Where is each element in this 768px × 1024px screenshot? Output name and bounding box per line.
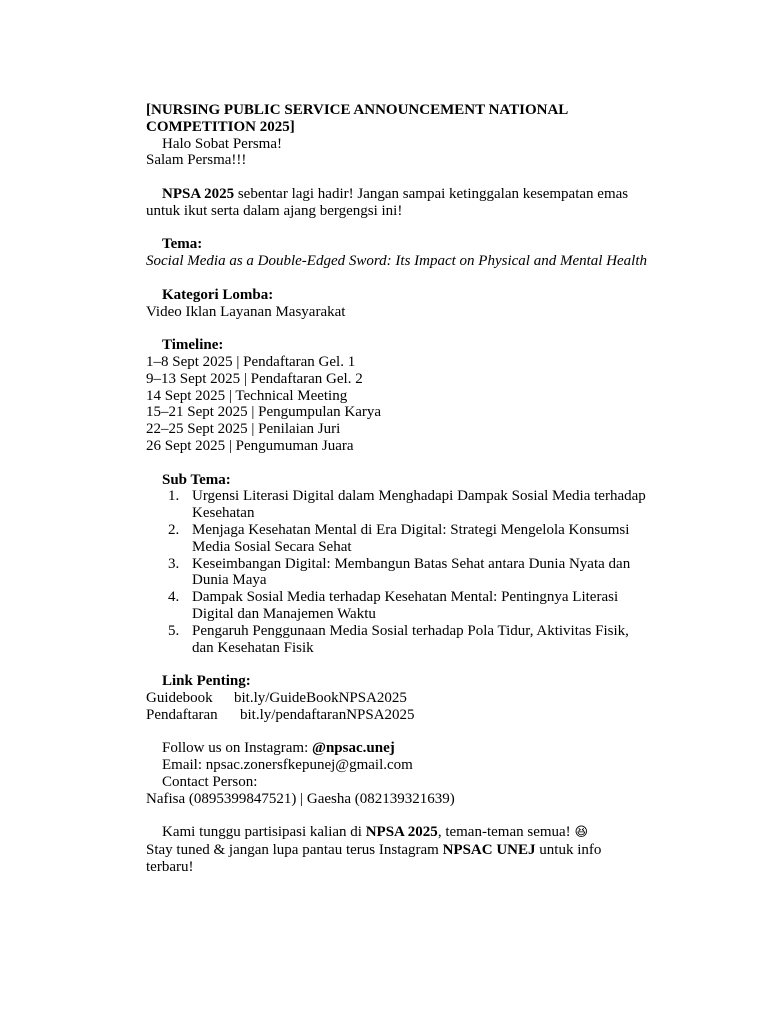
- pendaftaran-row: [146, 707, 651, 724]
- instagram-handle[interactable]: @npsac.unej: [312, 740, 395, 757]
- guidebook-link[interactable]: bit.ly/GuideBookNPSA2025: [234, 689, 407, 706]
- timeline-item: 9–13 Sept 2025 | Pendaftaran Gel. 2: [146, 370, 363, 387]
- document-title: [NURSING PUBLIC SERVICE ANNOUNCEMENT NATIONAL COMPETITION 2025]: [146, 102, 568, 135]
- guidebook-row: [146, 690, 651, 707]
- laughing-face-icon: 😆: [574, 825, 588, 841]
- timeline-label: Timeline:: [162, 337, 224, 354]
- contact-person-label: Contact Person:: [162, 773, 258, 790]
- tema-value: Social Media as a Double-Edged Sword: Its Impact on Physical and Mental Health: [146, 253, 648, 270]
- subtema-item-text: Keseimbangan Digital: Membangun Batas Sehat antara Dunia Nyata dan Dunia Maya: [192, 555, 631, 589]
- timeline-item: 1–8 Sept 2025 | Pendaftaran Gel. 1: [146, 353, 356, 370]
- closing-line-2: [146, 842, 651, 876]
- subtema-item-number: 1.: [168, 488, 180, 505]
- intro-paragraph: [146, 186, 651, 220]
- closing-part3: Stay tuned & jangan lupa pantau terus Instagram: [146, 842, 443, 859]
- intro-text: sebentar lagi hadir! Jangan sampai ketinggalan kesempatan emas untuk ikut serta dalam ajang bergengsi ini!: [146, 185, 629, 219]
- tema-label: Tema:: [162, 236, 203, 253]
- closing-part2: , teman-teman semua!: [437, 824, 575, 841]
- timeline-list: [146, 354, 651, 455]
- instagram-prefix: Follow us on Instagram:: [162, 740, 312, 757]
- subtema-item-text: Pengaruh Penggunaan Media Sosial terhadap Pola Tidur, Aktivitas Fisik, dan Kesehatan Fisik: [192, 622, 629, 656]
- timeline-item: 15–21 Sept 2025 | Pengumpulan Karya: [146, 404, 382, 421]
- closing-org-name: NPSAC UNEJ: [442, 842, 536, 859]
- contact-persons: Nafisa (0895399847521) | Gaesha (082139321639): [146, 790, 455, 807]
- subtema-item: [146, 488, 651, 522]
- kategori-label: Kategori Lomba:: [162, 286, 274, 303]
- closing-line-1: [146, 824, 651, 842]
- pendaftaran-link[interactable]: bit.ly/pendaftaranNPSA2025: [240, 706, 415, 723]
- greeting-salam: Salam Persma!!!: [146, 152, 247, 169]
- subtema-item: [146, 623, 651, 657]
- closing-event-name: NPSA 2025: [365, 824, 438, 841]
- subtema-item: [146, 556, 651, 590]
- closing-part1: Kami tunggu partisipasi kalian di: [162, 824, 366, 841]
- guidebook-label: Guidebook: [146, 689, 213, 706]
- subtema-item-text: Urgensi Literasi Digital dalam Menghadapi Dampak Sosial Media terhadap Kesehatan: [192, 488, 646, 522]
- greeting-halo: Halo Sobat Persma!: [162, 135, 282, 152]
- subtema-item-number: 4.: [168, 589, 180, 606]
- subtema-item-number: 2.: [168, 521, 180, 538]
- kategori-value: Video Iklan Layanan Masyarakat: [146, 303, 346, 320]
- timeline-item: 14 Sept 2025 | Technical Meeting: [146, 387, 348, 404]
- subtema-item-number: 3.: [168, 555, 180, 572]
- timeline-item: 26 Sept 2025 | Pengumuman Juara: [146, 437, 354, 454]
- subtema-item-number: 5.: [168, 622, 180, 639]
- instagram-line: [146, 740, 651, 757]
- pendaftaran-label: Pendaftaran: [146, 706, 218, 723]
- subtema-list: [146, 488, 651, 656]
- subtema-label: Sub Tema:: [162, 471, 231, 488]
- intro-event-name: NPSA 2025: [162, 185, 235, 202]
- subtema-item-text: Menjaga Kesehatan Mental di Era Digital: Strategi Mengelola Konsumsi Media Sosial Secara Sehat: [192, 521, 630, 555]
- subtema-item-text: Dampak Sosial Media terhadap Kesehatan Mental: Pentingnya Literasi Digital dan Manajemen Waktu: [192, 589, 619, 622]
- timeline-item: 22–25 Sept 2025 | Penilaian Juri: [146, 421, 341, 438]
- announcement-document: [146, 102, 651, 876]
- email-line: Email: npsac.zonersfkepunej@gmail.com: [162, 757, 413, 774]
- closing-part4: untuk info terbaru!: [146, 842, 602, 875]
- links-label: Link Penting:: [162, 673, 251, 690]
- subtema-item: [146, 522, 651, 556]
- subtema-item: [146, 589, 651, 623]
